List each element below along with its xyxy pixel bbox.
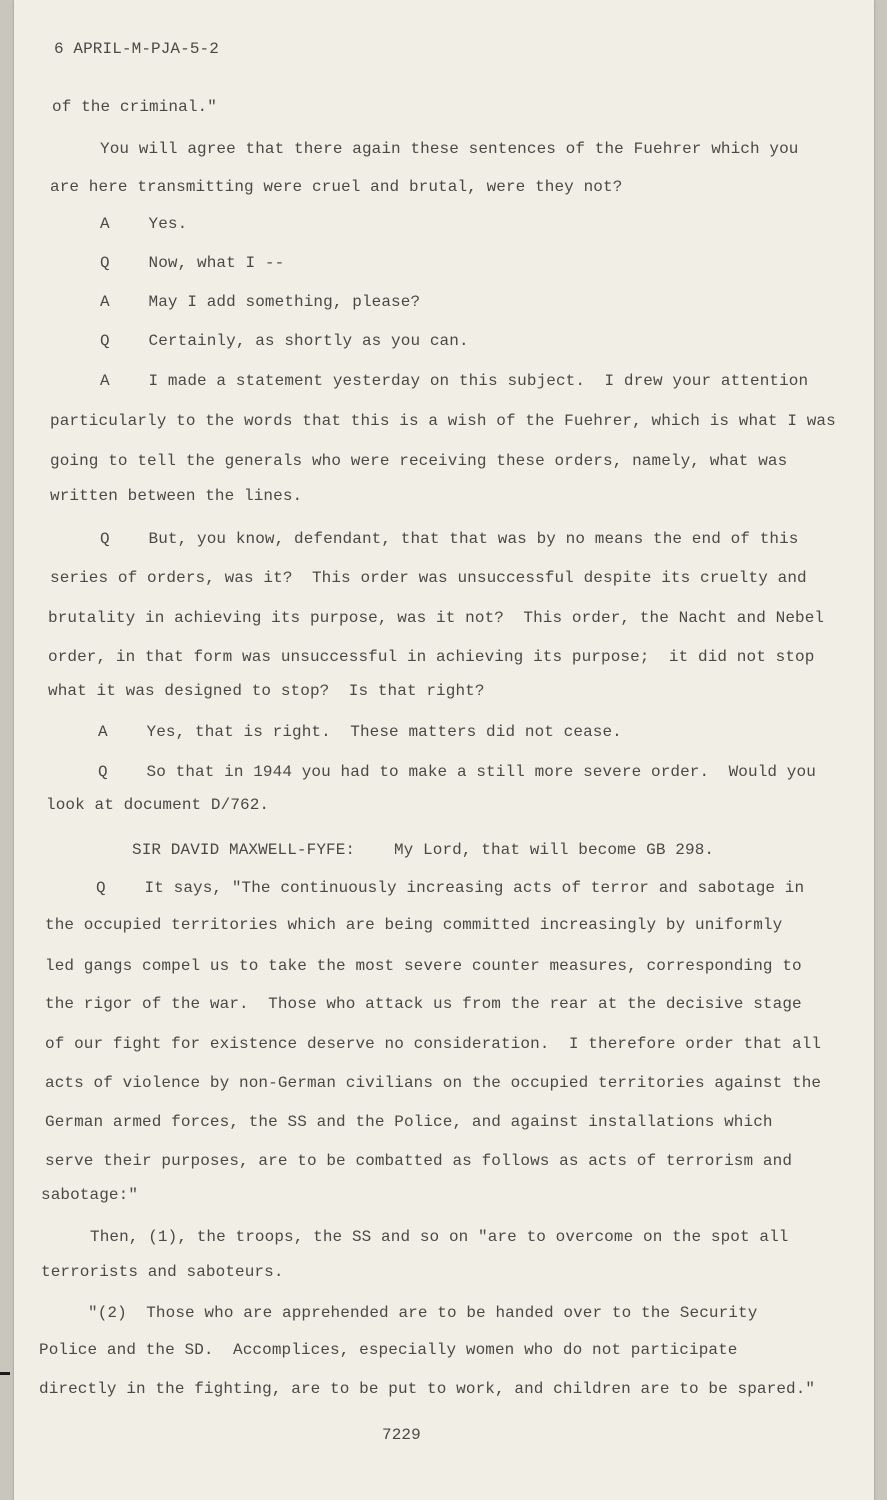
text-line: German armed forces, the SS and the Police, and against installations which (45, 1113, 773, 1131)
text-line: You will agree that there again these sentences of the Fuehrer which you (100, 140, 799, 158)
margin-mark (0, 1372, 10, 1375)
text-line: look at document D/762. (46, 796, 270, 814)
text-line: particularly to the words that this is a wish of the Fuehrer, which is what I was (50, 412, 836, 430)
text-line: order, in that form was unsuccessful in achieving its purpose; it did not stop (48, 648, 815, 666)
text-line: "(2) Those who are apprehended are to be handed over to the Security (88, 1304, 758, 1322)
text-line: serve their purposes, are to be combatted as follows as acts of terrorism and (45, 1152, 793, 1170)
text-line: Police and the SD. Accomplices, especially women who do not participate (39, 1341, 738, 1359)
text-line: directly in the fighting, are to be put to work, and children are to be spared." (39, 1380, 816, 1398)
speaker-line: SIR DAVID MAXWELL-FYFE: My Lord, that will become GB 298. (132, 841, 715, 859)
text-line: Q Now, what I -- (100, 254, 285, 272)
text-line: Q But, you know, defendant, that that was by no means the end of this (100, 530, 799, 548)
text-line: A Yes, that is right. These matters did not cease. (98, 723, 622, 741)
text-line: Then, (1), the troops, the SS and so on "are to overcome on the spot all (90, 1228, 789, 1246)
text-line: Q It says, "The continuously increasing acts of terror and sabotage in (96, 879, 805, 897)
text-line: acts of violence by non-German civilians on the occupied territories against the (45, 1074, 822, 1092)
text-line: series of orders, was it? This order was unsuccessful despite its cruelty and (50, 569, 807, 587)
text-line: terrorists and saboteurs. (41, 1263, 284, 1281)
text-line: brutality in achieving its purpose, was it not? This order, the Nacht and Nebel (48, 609, 825, 627)
text-line: the occupied territories which are being committed increasingly by uniformly (45, 916, 783, 934)
text-line: the rigor of the war. Those who attack us from the rear at the decisive stage (45, 995, 802, 1013)
text-line: sabotage:" (41, 1186, 139, 1204)
text-line: of the criminal." (52, 98, 217, 116)
page-header-ref: 6 APRIL-M-PJA-5-2 (54, 40, 219, 58)
text-line: Q So that in 1944 you had to make a still more severe order. Would you (98, 763, 816, 781)
text-line: A Yes. (100, 215, 188, 233)
text-line: what it was designed to stop? Is that right? (48, 682, 485, 700)
text-line: A I made a statement yesterday on this subject. I drew your attention (100, 372, 809, 390)
text-line: Q Certainly, as shortly as you can. (100, 332, 469, 350)
document-page (14, 0, 874, 1500)
page-number: 7229 (382, 1426, 421, 1444)
text-line: led gangs compel us to take the most severe counter measures, corresponding to (45, 957, 802, 975)
text-line: written between the lines. (50, 487, 303, 505)
text-line: A May I add something, please? (100, 293, 421, 311)
text-line: going to tell the generals who were receiving these orders, namely, what was (50, 452, 788, 470)
text-line: are here transmitting were cruel and brutal, were they not? (50, 178, 623, 196)
text-line: of our fight for existence deserve no consideration. I therefore order that all (45, 1035, 822, 1053)
